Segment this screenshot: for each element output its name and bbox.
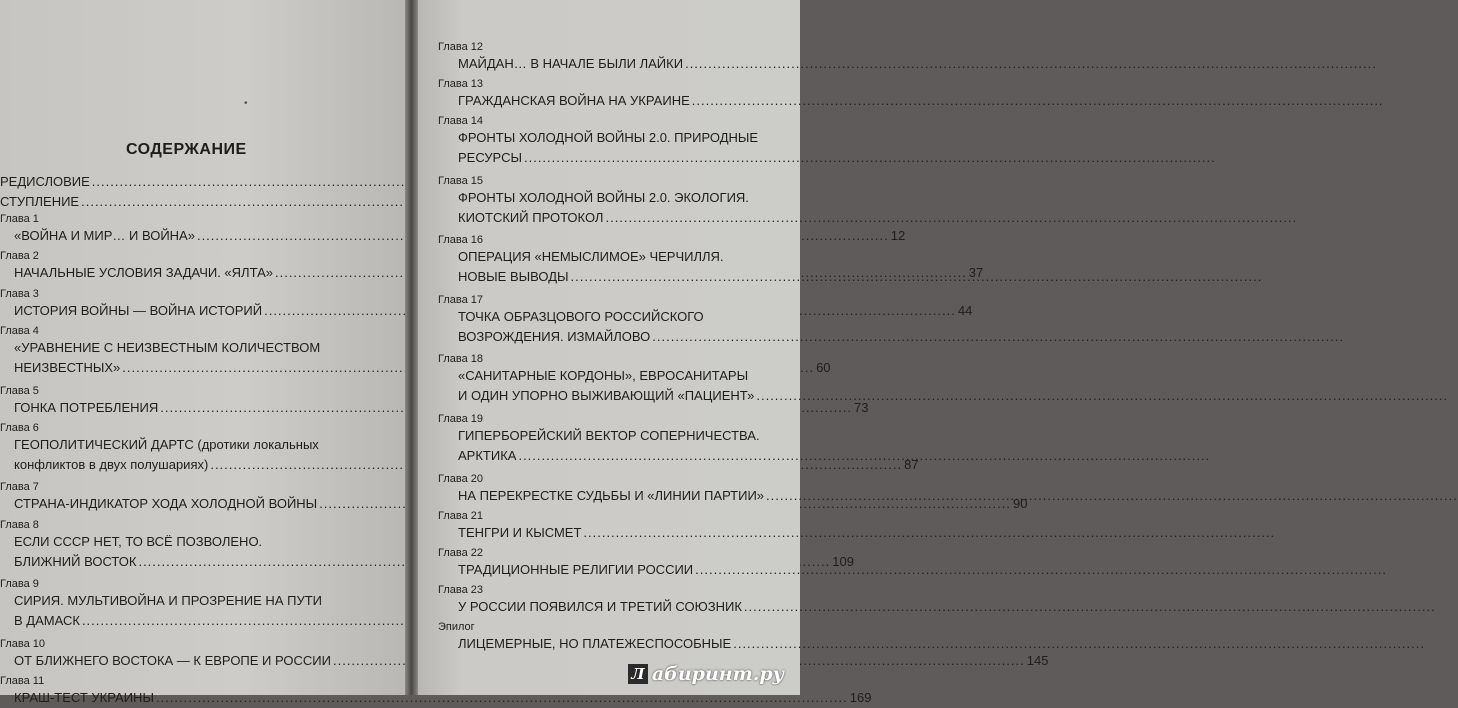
toc-line (438, 523, 800, 543)
toc-title: БЛИЖНИЙ ВОСТОК (14, 553, 137, 569)
toc-title: СТУПЛЕНИЕ (0, 194, 80, 209)
toc-entry[interactable] (0, 577, 378, 631)
chapter-label: Глава 9 (0, 578, 39, 591)
toc-entry[interactable] (438, 40, 800, 74)
chapter-label: Глава 4 (0, 324, 39, 337)
chapter-label: Глава 17 (438, 293, 484, 306)
toc-line (438, 560, 800, 580)
toc-title: НАЧАЛЬНЫЕ УСЛОВИЯ ЗАДАЧИ. «ЯЛТА» (14, 265, 273, 281)
toc-entry[interactable] (438, 583, 800, 617)
labirint-logo-text: абиринт.ру (651, 663, 784, 685)
chapter-label: Глава 1 (0, 213, 39, 225)
toc-line (438, 91, 800, 111)
dot-leader (685, 54, 1377, 74)
toc-title: НОВЫЕ ВЫВОДЫ (458, 269, 569, 285)
toc-title: НА ПЕРЕКРЕСТКЕ СУДЬБЫ И «ЛИНИИ ПАРТИИ» (458, 487, 765, 503)
chapter-label: Глава 5 (0, 384, 39, 397)
chapter-label: Глава 11 (0, 675, 45, 688)
chapter-label: Глава 7 (0, 481, 39, 494)
toc-title: ГРАЖДАНСКАЯ ВОЙНА НА УКРАИНЕ (458, 93, 690, 108)
toc-title: ГЕОПОЛИТИЧЕСКИЙ ДАРТС (дротики локальных (14, 436, 319, 452)
toc-line (438, 54, 800, 74)
toc-line (0, 532, 378, 552)
chapter-label: Глава 10 (0, 637, 46, 650)
chapter-label: Глава 6 (0, 421, 39, 434)
toc-entry[interactable] (438, 352, 800, 406)
toc-title: РЕДИСЛОВИЕ (0, 174, 90, 189)
toc-title: ФРОНТЫ ХОЛОДНОЙ ВОЙНЫ 2.0. ЭКОЛОГИЯ. (458, 189, 749, 205)
toc-entry[interactable] (438, 77, 800, 111)
toc-title: ГИПЕРБОРЕЙСКИЙ ВЕКТОР СОПЕРНИЧЕСТВА. (458, 428, 760, 443)
page-number: 109 (832, 553, 854, 569)
dot-leader (756, 386, 1448, 406)
toc-line (0, 192, 378, 212)
toc-line (438, 327, 800, 347)
page-number: 145 (1026, 652, 1049, 668)
toc-line (438, 267, 800, 287)
labirint-logo-icon: Л (628, 664, 648, 684)
toc-title: ФРОНТЫ ХОЛОДНОЙ ВОЙНЫ 2.0. ПРИРОДНЫЕ (458, 130, 759, 145)
contents-heading: СОДЕРЖАНИЕ (126, 141, 247, 158)
toc-entry[interactable] (438, 293, 800, 347)
chapter-label: Глава 23 (438, 583, 484, 596)
chapter-label: Глава 2 (0, 250, 39, 263)
toc-title: ОТ БЛИЖНЕГО ВОСТОКА — К ЕВРОПЕ И РОССИИ (14, 652, 331, 668)
toc-title: КИОТСКИЙ ПРОТОКОЛ (458, 209, 604, 225)
toc-line (0, 688, 872, 708)
page-number: 37 (968, 265, 984, 281)
toc-line (438, 446, 800, 466)
toc-front-matter[interactable] (0, 172, 378, 212)
dot-leader (583, 523, 1275, 543)
toc-title: ВОЗРОЖДЕНИЯ. ИЗМАЙЛОВО (458, 328, 651, 344)
toc-title: ТЕНГРИ И КЫСМЕТ (458, 524, 582, 540)
toc-title: МАЙДАН… В НАЧАЛЕ БЫЛИ ЛАЙКИ (458, 56, 684, 71)
toc-line (0, 435, 378, 455)
toc-title: ЛИЦЕМЕРНЫЕ, НО ПЛАТЕЖЕСПОСОБНЫЕ (458, 635, 732, 651)
toc-line (438, 128, 800, 148)
toc-line (0, 398, 869, 418)
chapter-label: Глава 19 (438, 413, 484, 425)
toc-line (438, 634, 800, 654)
page-number: 73 (854, 399, 869, 415)
dot-leader (766, 486, 1458, 506)
toc-line (438, 426, 800, 446)
toc-title: В ДАМАСК (14, 613, 80, 629)
chapter-label: Глава 14 (438, 115, 484, 127)
toc-title: ИСТОРИЯ ВОЙНЫ — ВОЙНА ИСТОРИЙ (14, 302, 263, 318)
dot-leader (695, 560, 1387, 580)
page-number: 60 (816, 359, 831, 375)
dot-leader (571, 267, 1263, 287)
toc-line (438, 208, 800, 228)
chapter-label: Глава 21 (438, 509, 484, 522)
book-gutter (405, 0, 418, 695)
toc-line (0, 651, 1049, 671)
toc-title: ЕСЛИ СССР НЕТ, ТО ВСЁ ПОЗВОЛЕНО. (14, 533, 263, 549)
toc-entry[interactable] (438, 620, 800, 654)
toc-line (438, 597, 800, 617)
dot-leader (733, 634, 1425, 654)
toc-title: НЕИЗВЕСТНЫХ» (14, 359, 121, 375)
dot-leader (605, 208, 1297, 228)
page-number: 90 (1012, 496, 1028, 512)
toc-title: «УРАВНЕНИЕ С НЕИЗВЕСТНЫМ КОЛИЧЕСТВОМ (14, 339, 321, 355)
chapter-label: Глава 22 (438, 546, 484, 559)
dot-leader (524, 148, 1216, 168)
toc-title: У РОССИИ ПОЯВИЛСЯ И ТРЕТИЙ СОЮЗНИК (458, 598, 742, 614)
right-page (418, 0, 800, 695)
toc-title: СИРИЯ. МУЛЬТИВОЙНА И ПРОЗРЕНИЕ НА ПУТИ (14, 593, 322, 609)
toc-line (0, 591, 378, 611)
toc-title: РЕСУРСЫ (458, 150, 522, 165)
toc-line (438, 307, 800, 327)
page-dot-mark: • (244, 98, 248, 109)
chapter-label: Глава 13 (438, 78, 484, 90)
page-number: 12 (890, 228, 906, 243)
toc-entry[interactable] (438, 233, 800, 287)
toc-line (438, 188, 800, 208)
toc-title: ТОЧКА ОБРАЗЦОВОГО РОССИЙСКОГО (458, 308, 704, 324)
toc-line (0, 172, 378, 192)
chapter-label: Глава 20 (438, 472, 484, 485)
chapter-label: Глава 12 (438, 41, 484, 53)
toc-title: ТРАДИЦИОННЫЕ РЕЛИГИИ РОССИИ (458, 561, 694, 577)
toc-line (438, 366, 800, 386)
toc-entry[interactable] (438, 472, 800, 506)
chapter-label: Глава 18 (438, 353, 484, 366)
toc-title: АРКТИКА (458, 448, 517, 463)
toc-title: СТРАНА-ИНДИКАТОР ХОДА ХОЛОДНОЙ ВОЙНЫ (14, 496, 318, 512)
dot-leader (744, 597, 1436, 617)
chapter-label: Глава 16 (438, 234, 484, 247)
toc-line (438, 148, 800, 168)
toc-entry[interactable] (438, 412, 800, 466)
toc-entry[interactable] (438, 114, 800, 168)
dot-leader (518, 446, 1210, 466)
toc-title: «ВОЙНА И МИР… И ВОЙНА» (14, 228, 195, 243)
toc-entry[interactable] (438, 509, 800, 543)
toc-line (0, 611, 378, 631)
toc-line (438, 386, 800, 406)
chapter-label: Глава 15 (438, 174, 484, 187)
toc-title: ГОНКА ПОТРЕБЛЕНИЯ (14, 399, 159, 415)
toc-title: «САНИТАРНЫЕ КОРДОНЫ», ЕВРОСАНИТАРЫ (458, 368, 749, 384)
toc-title: КРАШ-ТЕСТ УКРАИНЫ (14, 690, 154, 706)
toc-title: ОПЕРАЦИЯ «НЕМЫСЛИМОЕ» ЧЕРЧИЛЛЯ. (458, 249, 724, 265)
toc-title: И ОДИН УПОРНО ВЫЖИВАЮЩИЙ «ПАЦИЕНТ» (458, 388, 755, 404)
toc-line (0, 338, 378, 358)
chapter-label: Эпилог (438, 620, 475, 633)
toc-line (438, 247, 800, 267)
page-number: 87 (904, 456, 919, 472)
page-number: 44 (957, 302, 973, 318)
toc-line (438, 486, 800, 506)
dot-leader (652, 327, 1344, 347)
dot-leader (692, 91, 1384, 111)
toc-entry[interactable] (438, 174, 800, 228)
toc-title: конфликтов в двух полушариях) (14, 456, 209, 472)
toc-entry[interactable] (438, 546, 800, 580)
page-number: 169 (849, 690, 872, 706)
labirint-watermark (628, 663, 784, 685)
chapter-label: Глава 3 (0, 287, 39, 300)
chapter-label: Глава 8 (0, 518, 39, 531)
